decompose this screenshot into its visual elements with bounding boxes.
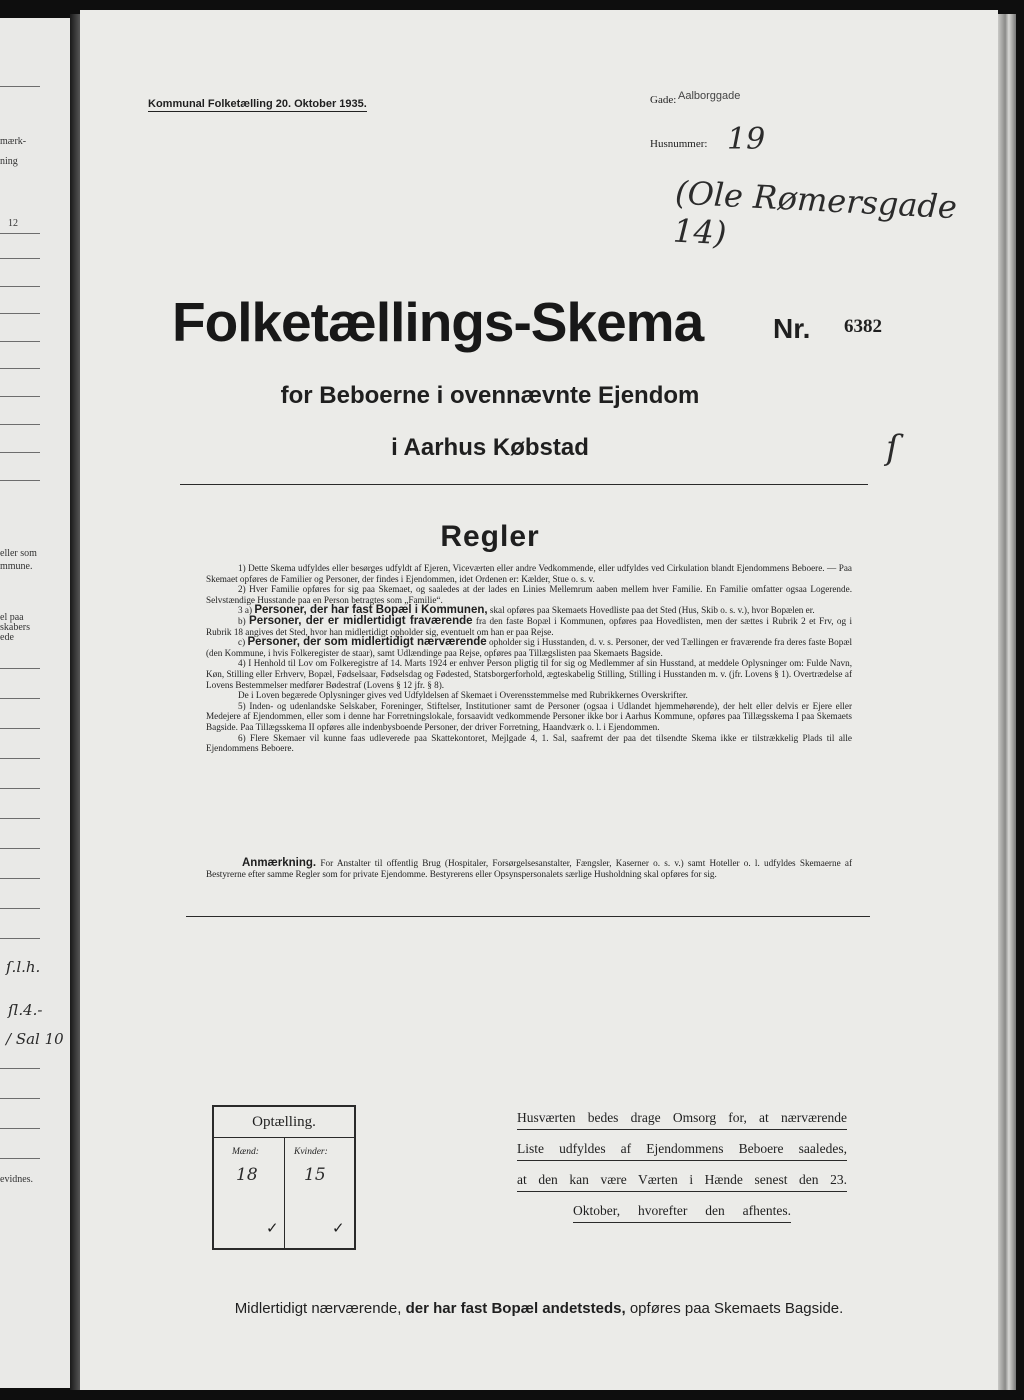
maend-check-mark: ✓	[266, 1221, 279, 1237]
ruled-line	[0, 938, 40, 939]
rule-2: 2) Hver Familie opføres for sig paa Skemaet, og saaledes at der lades en Linies Mellemrum aaben mellem hver Familie. En Familie omfatter ogsaa Logerende. Selvstændige Husstande paa en Person betragtes som „Familie“.	[206, 584, 852, 605]
husnummer-label: Husnummer:	[650, 138, 708, 150]
rule-4b: De i Loven begærede Oplysninger gives ved Udfyldelsen af Skemaet i Overensstemmelse med Rubrikkernes Overskrifter.	[238, 690, 688, 701]
left-handwriting: ſ.l.h.	[6, 958, 41, 976]
ruled-line	[0, 258, 40, 259]
rule-3b-heading: Personer, der er midlertidigt fraværende	[249, 614, 473, 627]
landlord-notice	[517, 1107, 847, 1231]
ruled-line	[0, 313, 40, 314]
rule-4: 4) I Henhold til Lov om Folkeregistre af 14. Marts 1924 er enhver Person pligtig til for sig og Medlemmer af sin Husstand, at meddele Oplysninger om: Fulde Navn, Køn, Stilling eller Erhverv, Bopæl, Fødselsaar, Fødselsdag og Fødested, Statsborgerforhold, ægteskabelig Stilling, Stilling i Husstanden m. v. (jfr. Lovens § 1). Overtrædelse af Lovens Bestemmelser medfører Bødestraf (Lovens § 12 jfr. § 8).	[206, 658, 852, 690]
husnummer-value: 19	[727, 122, 766, 157]
left-fragment-text: skabers	[0, 622, 30, 633]
form-number: 6382	[844, 316, 882, 337]
ruled-line	[0, 396, 40, 397]
ruled-line	[0, 818, 40, 819]
left-fragment-text: el paa	[0, 612, 24, 623]
kvinder-count: 15	[304, 1165, 326, 1185]
anmaerkning-label: Anmærkning.	[242, 857, 317, 869]
ruled-line	[0, 698, 40, 699]
kommunal-header: Kommunal Folketælling 20. Oktober 1935.	[148, 98, 367, 110]
ruled-line	[0, 86, 40, 87]
notice-line: Liste udfyldes af Ejendommens Beboere saaledes,	[517, 1138, 847, 1161]
ruled-line	[0, 233, 40, 234]
notice-line: Husværten bedes drage Omsorg for, at nærværende	[517, 1107, 847, 1130]
number-label: Nr.	[773, 313, 811, 344]
ruled-line	[0, 1068, 40, 1069]
margin-mark: ſ	[886, 428, 899, 468]
divider-top	[180, 484, 868, 485]
ruled-line	[0, 878, 40, 879]
optaelling-box	[212, 1105, 356, 1250]
rule-3a-text: skal opføres paa Skemaets Hovedliste paa det Sted (Hus, Skib o. s. v.), hvor Bopælen er.	[489, 605, 815, 616]
ruled-line	[0, 368, 40, 369]
rule-3b-text: fra den faste Bopæl i Kommunen, opføres paa Hovedlisten, men der sættes i Rubrik 2 et Frv, og i Rubrik 18 angives det Sted, hvor han midlertidigt opholder sig, eventuelt om han er paa Rejse.	[206, 615, 853, 637]
left-fragment-text: 12	[8, 218, 18, 229]
kvinder-check-mark: ✓	[332, 1221, 345, 1237]
left-fragment-text: mmune.	[0, 561, 33, 572]
form-title: Folketællings-Skema	[172, 291, 704, 353]
anmaerkning-note	[206, 858, 852, 879]
rule-1: 1) Dette Skema udfyldes eller besørges udfyldt af Ejeren, Viceværten eller andre Vedkommende, eller udfyldes ved Cirkulation blandt Ejendommens Beboere. — Paa Skemaet opføres de Familier og Personer, der findes i Ejendommen, idet Ordenen er: Kælder, Stue o. s. v.	[206, 563, 852, 584]
ruled-line	[0, 341, 40, 342]
footer-instruction	[80, 1300, 998, 1317]
rules-text	[206, 563, 852, 754]
kvinder-label: Kvinder:	[294, 1147, 328, 1157]
ruled-line	[0, 1098, 40, 1099]
ruled-line	[0, 728, 40, 729]
form-location: i Aarhus Købstad	[391, 434, 589, 461]
optaelling-title: Optælling.	[214, 1107, 354, 1138]
gade-label: Gade:	[650, 94, 677, 106]
maend-label: Mænd:	[232, 1147, 259, 1157]
page-edge	[998, 14, 1016, 1390]
rule-3a-heading: Personer, der har fast Bopæl i Kommunen,	[254, 604, 488, 617]
ruled-line	[0, 1128, 40, 1129]
ruled-line	[0, 848, 40, 849]
ruled-line	[0, 286, 40, 287]
ruled-line	[0, 788, 40, 789]
notice-line: Oktober, hvorefter den afhentes.	[573, 1200, 791, 1223]
anmaerkning-text: For Anstalter til offentlig Brug (Hospitaler, Forsørgelsesanstalter, Fængsler, Kaserner o. s. v.) samt Hoteller o. l. udfyldes Skemaerne af Bestyrerne efter samme Regler som for private Ejendomme. Bestyrerens eller Opsynspersonalets særlige Husholdning skal opføres for sig.	[206, 858, 853, 879]
ruled-line	[0, 908, 40, 909]
ruled-line	[0, 1158, 40, 1159]
footer-part-2: der har fast Bopæl andetsteds,	[405, 1300, 626, 1317]
ruled-line	[0, 668, 40, 669]
left-fragment-text: ede	[0, 632, 14, 643]
rule-3b	[206, 616, 852, 637]
ruled-line	[0, 758, 40, 759]
ruled-line	[0, 480, 40, 481]
census-form-page	[80, 10, 998, 1390]
handwritten-address-note: (Ole Rømersgade 14)	[672, 173, 958, 253]
rule-3c	[206, 637, 852, 658]
left-handwriting: ſl.4.-	[8, 1001, 43, 1019]
form-subtitle: for Beboerne i ovennævnte Ejendom	[280, 382, 700, 409]
box-column-divider	[284, 1137, 285, 1248]
rule-3a-number: 3 a)	[238, 605, 253, 616]
left-fragment-text: mærk-	[0, 136, 27, 147]
rule-3b-number: b)	[238, 615, 246, 626]
ruled-line	[0, 424, 40, 425]
maend-count: 18	[236, 1165, 258, 1185]
left-page-fragment	[0, 18, 72, 1388]
rule-3c-number: c)	[238, 637, 246, 648]
divider-bottom	[186, 916, 870, 917]
left-fragment-text: eller som	[0, 548, 37, 559]
left-fragment-text: evidnes.	[0, 1174, 34, 1185]
rule-6: 6) Flere Skemaer vil kunne faas udleverede paa Skattekontoret, Mejlgade 4, 1. Sal, saafremt der paa det tilsendte Skema ikke er tilstrækkelig Plads til alle Ejendommens Beboere.	[206, 732, 852, 754]
gade-value: Aalborggade	[678, 90, 741, 102]
left-handwriting: / Sal 10	[6, 1030, 64, 1048]
rule-3c-text: opholder sig i Husstanden, d. v. s. Personer, der ved Tællingen er fraværende fra deres faste Bopæl (den Kommune, i hvis Folkeregister de staar), samt Udlændinge paa Rejse, opføres paa Tillægslisten paa Skemaets Bagside.	[206, 637, 853, 658]
notice-line: at den kan være Værten i Hænde senest den 23.	[517, 1169, 847, 1192]
rule-5: 5) Inden- og udenlandske Selskaber, Foreninger, Stiftelser, Institutioner samt de Personer (ogsaa i Udlandet hjemmehørende), der helt eller delvis er Ejere eller Medejere af Ejendommen, eller som i denne har Forretningslokale, forsaavidt vedkommende Personer ikke bor i Aarhus Kommune, opføres paa Tillægsskema I paa Skemaets Bagside. Paa Tillægsskema II opføres alle indenbysboende Personer, der driver Forretning, Haandværk o. l. i Ejendommen.	[206, 700, 852, 732]
rule-3c-heading: Personer, der som midlertidigt nærværende	[247, 636, 487, 649]
footer-part-3: opføres paa Skemaets Bagside.	[629, 1300, 844, 1317]
left-fragment-text: ning	[0, 156, 18, 167]
footer-part-1: Midlertidigt nærværende,	[234, 1300, 402, 1317]
regler-heading: Regler	[440, 520, 540, 553]
ruled-line	[0, 452, 40, 453]
